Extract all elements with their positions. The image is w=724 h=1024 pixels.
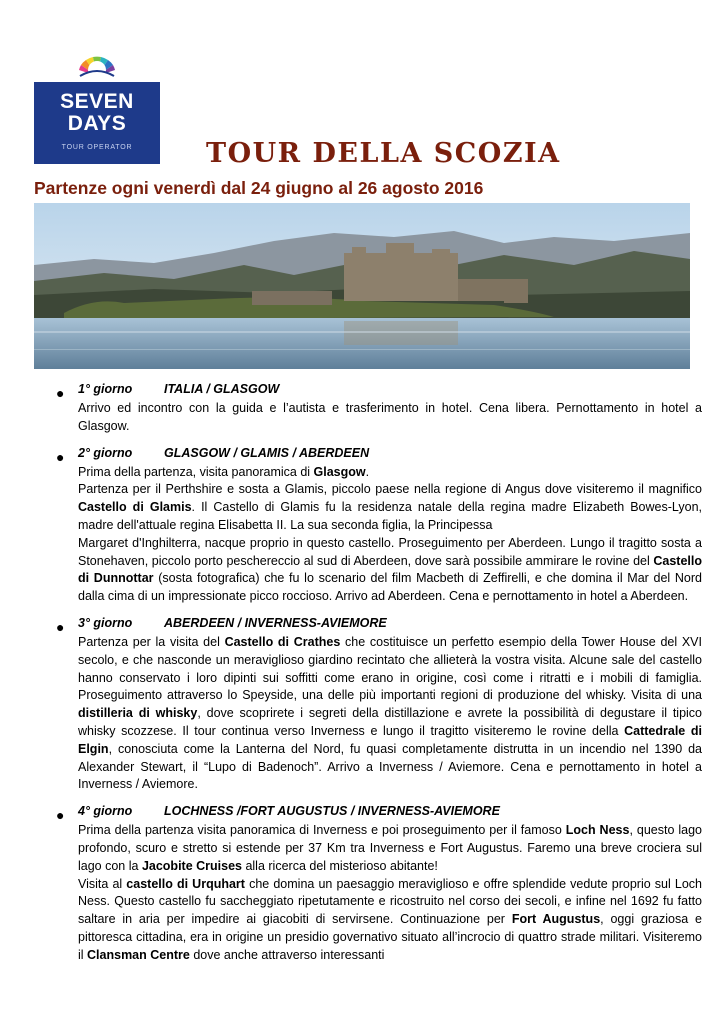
body-text: (sosta fotografica) che fu lo scenario del film Macbeth di Zeffirelli, e che domina il Mar del Nord dalla cima di un impressionate picco roccioso. Arrivo ad Aberdeen. Cena e pernottamento in hotel a Aberdeen. [78, 571, 702, 604]
body-text: alla ricerca del misterioso abitante! [241, 858, 438, 873]
day-route: ABERDEEN / INVERNESS-AVIEMORE [164, 615, 387, 630]
day-heading [78, 616, 702, 634]
itinerary-day [56, 804, 702, 964]
bullet-icon: ● [56, 448, 65, 465]
day-description [78, 400, 702, 436]
body-text: dove anche attraverso interessanti [189, 947, 385, 962]
itinerary [0, 382, 724, 975]
bullet-icon: ● [56, 807, 65, 824]
bullet-icon: ● [56, 618, 65, 635]
body-text: Arrivo ed incontro con la guida e l’autista e trasferimento in hotel. Cena libera. Pernottamento in hotel a Glasgow. [78, 401, 702, 433]
spacer [0, 606, 724, 616]
body-text: Prima della partenza, visita panoramica di [78, 464, 314, 479]
day-description [78, 464, 702, 606]
logo-line-days: DAYS [67, 112, 127, 135]
bullet-icon: ● [56, 385, 65, 401]
body-text: Prima della partenza visita panoramica di Inverness e poi proseguimento per il famoso [78, 823, 566, 838]
day-number: 1° giorno [78, 382, 133, 396]
day-number: 2° giorno [78, 445, 133, 460]
day-heading [78, 382, 702, 400]
logo-box [34, 82, 160, 164]
logo-line-seven: SEVEN [60, 90, 134, 113]
body-text: che domina un paesaggio meraviglioso e offre splendide vedute proprio sul Loch Ness. Questo castello fu saccheggiato ripetutamente e ricostruito nel corso dei secoli, e infine nel 1692 fu fatto saltare in aria per impedire ai giacobiti di servirsene. Continuazione per [78, 876, 702, 927]
spacer [0, 436, 724, 446]
highlight-text: Fort Augustus [511, 912, 601, 927]
highlight-text: Loch Ness [565, 823, 630, 838]
itinerary-day [56, 445, 702, 606]
day-route: LOCHNESS /FORT AUGUSTUS / INVERNESS-AVIEMORE [164, 804, 500, 819]
day-heading [78, 804, 702, 822]
itinerary-day [56, 615, 703, 794]
body-text: Visita al [78, 876, 127, 891]
paragraph [78, 535, 702, 606]
body-text: , conosciuta come la Lanterna del Nord, fu quasi completamente distrutta in un incendio nel 1390 da Alexander Stewart, il “Lupo di Badenoch”. Arrivo a Inverness / Aviemore. Cena e pernottamento in hotel a Inverness / Aviemore. [78, 741, 702, 792]
page-title: TOUR DELLA SCOZIA [206, 138, 561, 169]
day-heading [78, 446, 702, 464]
body-text: , dove scoprirete i segreti della distillazione e avrete la possibilità di degustare il tipico whisky scozzese. Il tour continua verso Inverness e lungo il tragitto visiteremo le rovine della [78, 706, 702, 738]
spacer [0, 794, 724, 804]
body-text: Partenza per la visita del [78, 634, 225, 649]
highlight-text: Cattedrale di Elgin [78, 723, 703, 756]
highlight-text: Clansman Centre [87, 947, 190, 962]
day-description [78, 634, 702, 794]
paragraph [78, 634, 702, 794]
day-route: ITALIA / GLASGOW [164, 382, 280, 396]
spacer [0, 965, 724, 975]
company-logo [34, 46, 160, 164]
paragraph [78, 481, 702, 534]
paragraph [78, 876, 702, 965]
highlight-text: Castello di Glamis [78, 500, 192, 515]
body-text: , questo lago profondo, scuro e stretto si estende per 37 Km tra Inverness e Fort Augustus. Faremo una breve crociera sul lago con la [78, 823, 702, 873]
day-number: 3° giorno [78, 615, 133, 630]
body-text: che costituisce un perfetto esempio della Tower House del XVI secolo, e che nasconde un meraviglioso giardino recintato che allieterà la vostra visita. Alcune sale del castello hanno conservato i loro dipinti sui soffitti come erano in origine, così come i ritratti e i mobili di famiglia. Proseguimento attraverso lo Speyside, una delle più importanti regioni di produzione del whisky. Visita di una [78, 634, 702, 703]
highlight-text: Glasgow [313, 464, 366, 479]
logo-line-tour-operator: TOUR OPERATOR [61, 144, 133, 151]
itinerary-day [56, 382, 702, 436]
day-description [78, 822, 702, 964]
logo-emblem [34, 46, 160, 82]
body-text: Margaret d'Inghilterra, nacque proprio in questo castello. Proseguimento per Aberdeen. Lungo il tragitto sosta a Stonehaven, piccolo porto peschereccio al sud di Aberdeen, dove sarà possibile ammirare le rovine del [78, 535, 702, 568]
highlight-text: distilleria di whisky [78, 706, 198, 721]
body-text: , oggi graziosa e pittoresca cittadina, era in origine un presidio governativo situato all’incrocio di quattro strade militari. Visiteremo il [78, 912, 702, 962]
page-subtitle: Partenze ogni venerdì dal 24 giugno al 26 agosto 2016 [34, 178, 484, 198]
highlight-text: Jacobite Cruises [141, 858, 242, 873]
highlight-text: Castello di Dunnottar [78, 553, 702, 586]
paragraph [78, 400, 702, 436]
highlight-text: castello di Urquhart [126, 876, 245, 891]
castle-photo [34, 203, 690, 369]
paragraph [78, 822, 702, 875]
paragraph [78, 464, 702, 482]
day-route: GLASGOW / GLAMIS / ABERDEEN [164, 445, 370, 460]
highlight-text: Castello di Crathes [224, 634, 341, 649]
day-number: 4° giorno [78, 804, 133, 819]
body-text: . [365, 464, 370, 479]
body-text: Partenza per il Perthshire e sosta a Glamis, piccolo paese nella regione di Angus dove visiteremo il magnifico [78, 482, 702, 497]
body-text: . Il Castello di Glamis fu la residenza natale della regina madre Elizabeth Bowes-Lyon, madre dell'attuale regina Elisabetta II. La sua seconda figlia, la Principessa [78, 500, 702, 532]
